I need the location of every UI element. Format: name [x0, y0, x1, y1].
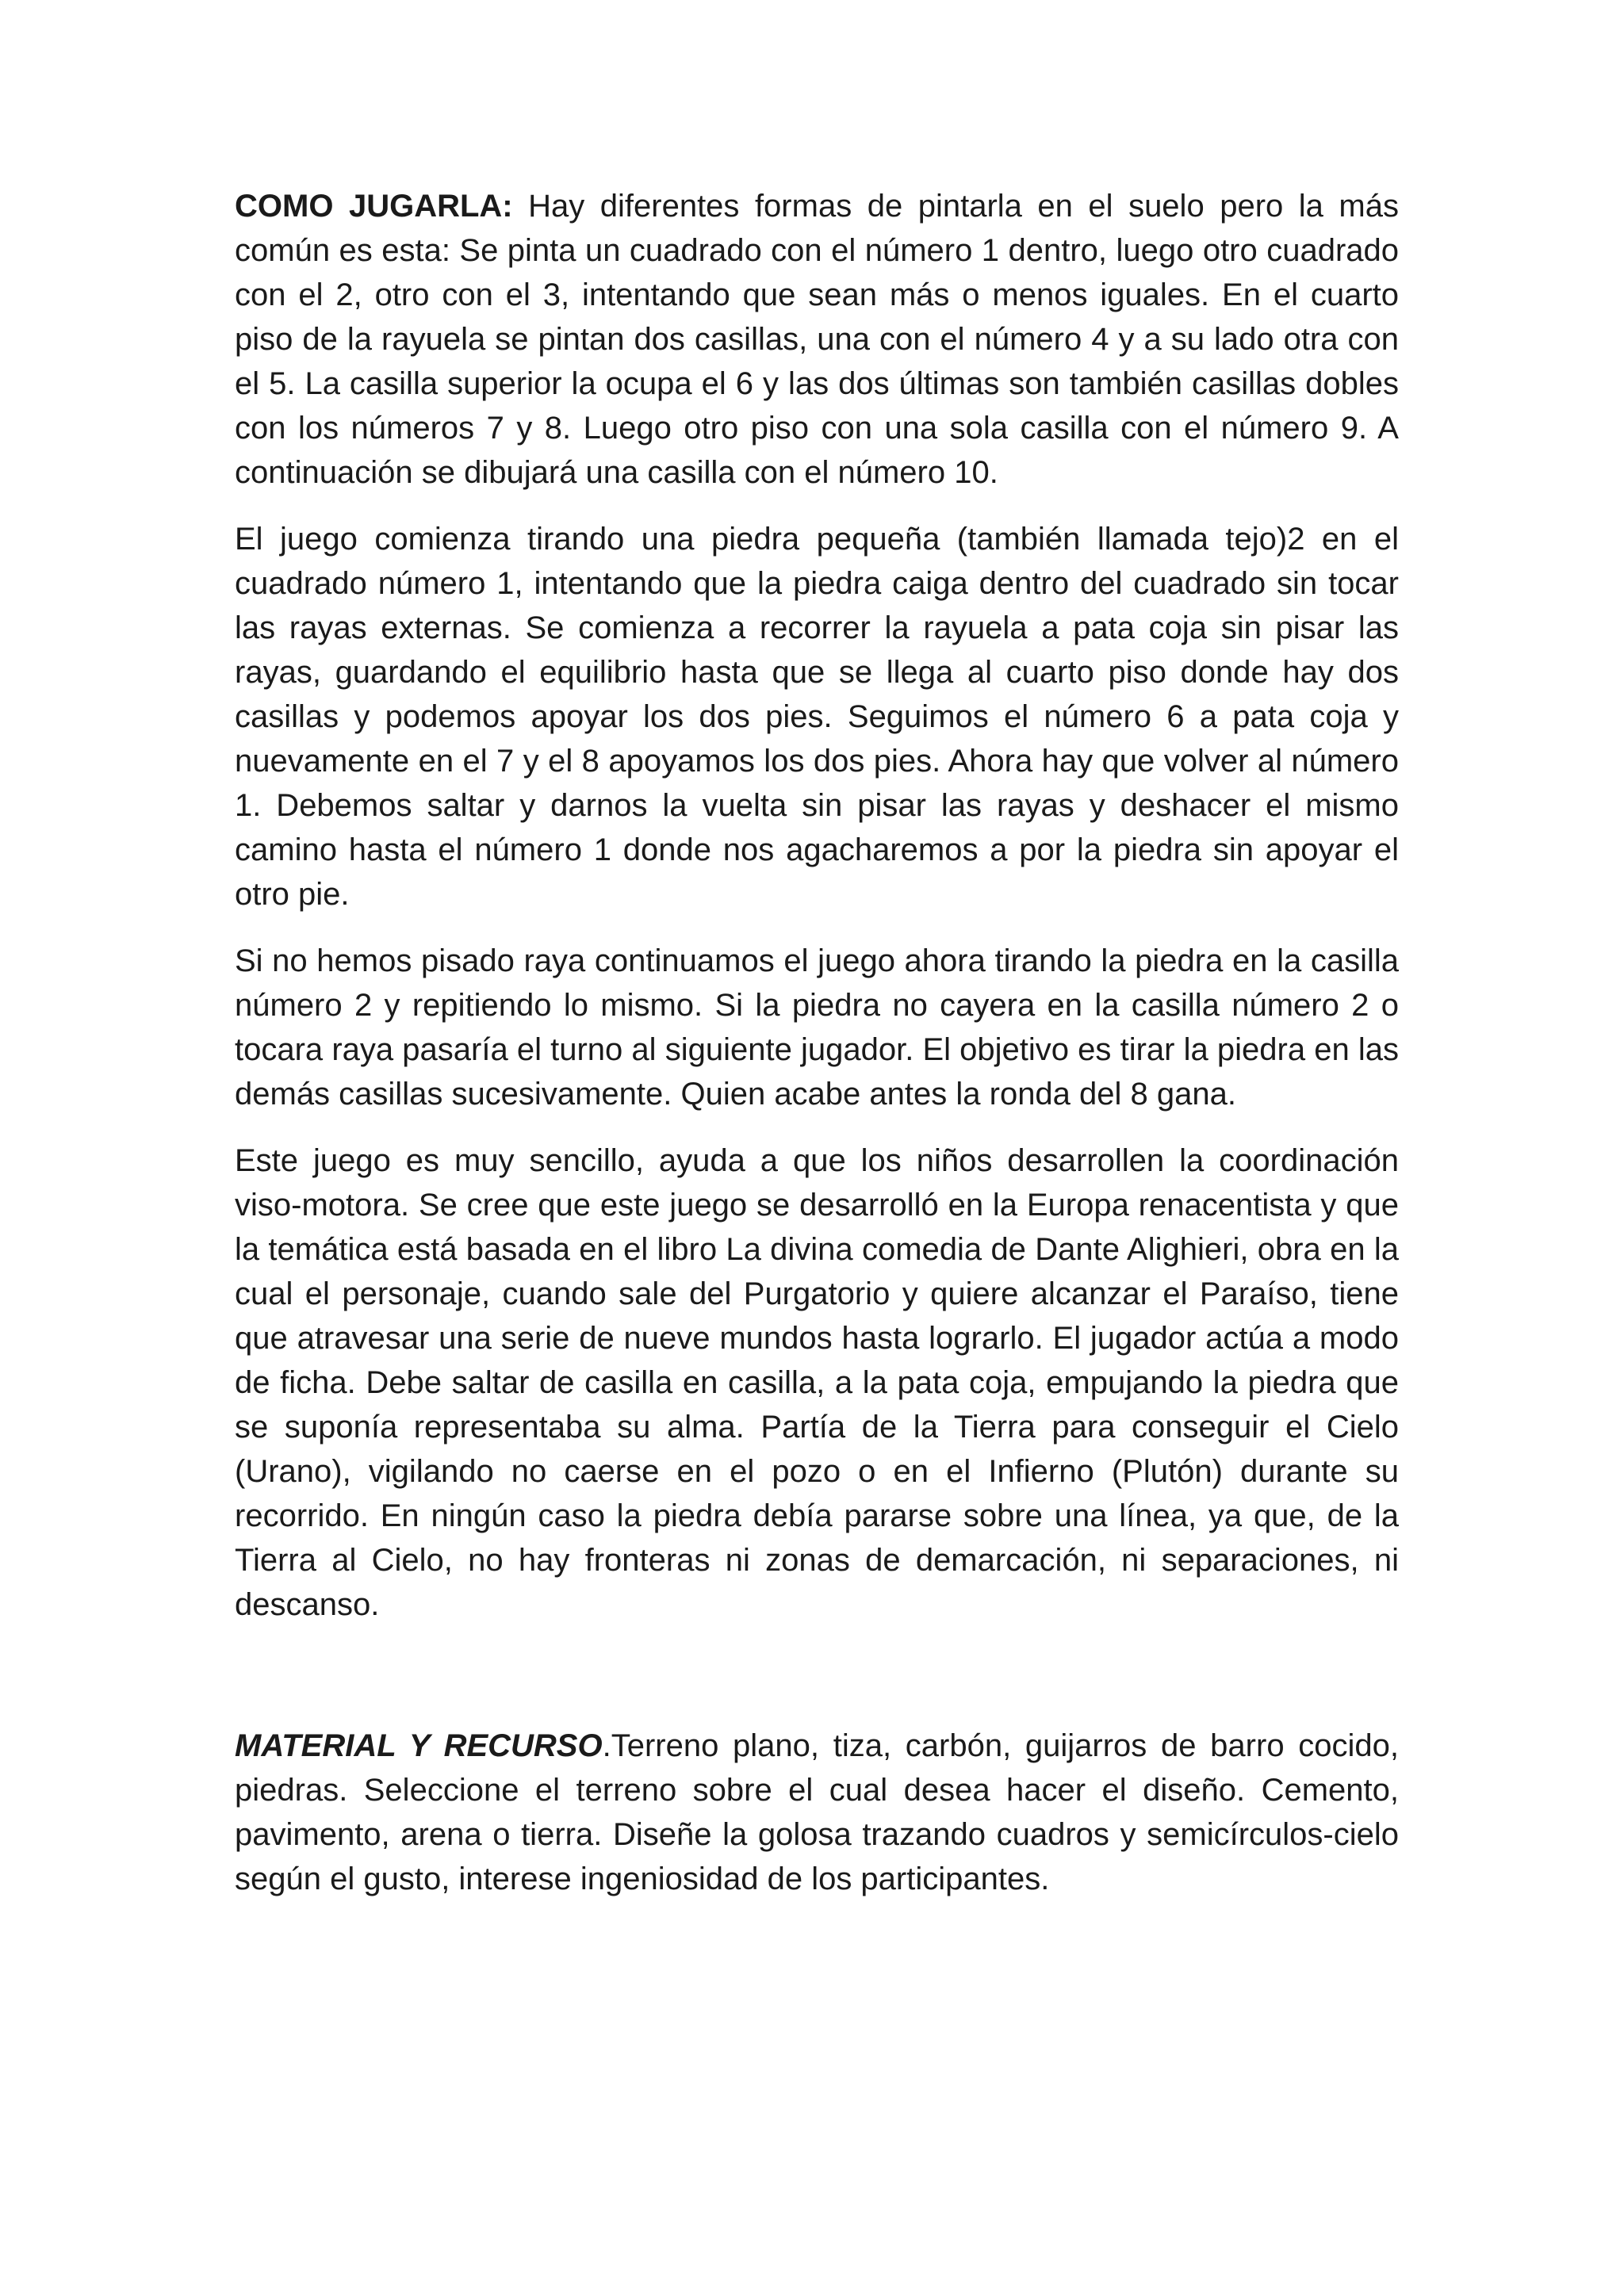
paragraph-material — [235, 1724, 1399, 1901]
paragraph-reglas: Si no hemos pisado raya continuamos el juego ahora tirando la piedra en la casilla número 2 y repitiendo lo mismo. Si la piedra no cayera en la casilla número 2 o tocara raya pasaría el turno al siguiente jugador. El objetivo es tirar la piedra en las demás casillas sucesivamente. Quien acabe antes la ronda del 8 gana. — [235, 943, 1399, 1112]
paragraph-inicio-juego: El juego comienza tirando una piedra pequeña (también llamada tejo)2 en el cuadrado número 1, intentando que la piedra caiga dentro del cuadrado sin tocar las rayas externas. Se comienza a recorrer la rayuela a pata coja sin pisar las rayas, guardando el equilibrio hasta que se llega al cuarto piso donde hay dos casillas y podemos apoyar los dos pies. Seguimos el número 6 a pata coja y nuevamente en el 7 y el 8 apoyamos los dos pies. Ahora hay que volver al número 1. Debemos saltar y darnos la vuelta sin pisar las rayas y deshacer el mismo camino hasta el número 1 donde nos agacharemos a por la piedra sin apoyar el otro pie. — [235, 522, 1399, 912]
document-body — [235, 184, 1399, 1923]
paragraph-historia: Este juego es muy sencillo, ayuda a que los niños desarrollen la coordinación viso-motora. Se cree que este juego se desarrolló en la Europa renacentista y que la temática está basada en el libro La divina comedia de Dante Alighieri, obra en la cual el personaje, cuando sale del Purgatorio y quiere alcanzar el Paraíso, tiene que atravesar una serie de nueve mundos hasta lograrlo. El jugador actúa a modo de ficha. Debe saltar de casilla en casilla, a la pata coja, empujando la piedra que se suponía representaba su alma. Partía de la Tierra para conseguir el Cielo (Urano), vigilando no caerse en el pozo o en el Infierno (Plutón) durante su recorrido. En ningún caso la piedra debía pararse sobre una línea, ya que, de la Tierra al Cielo, no hay fronteras ni zonas de demarcación, ni separaciones, ni descanso. — [235, 1143, 1399, 1622]
como-jugarla-text: Hay diferentes formas de pintarla en el suelo pero la más común es esta: Se pinta un cuadrado con el número 1 dentro, luego otro cuadrado con el 2, otro con el 3, intentando que sean más o menos iguales. En el cuarto piso de la rayuela se pintan dos casillas, una con el número 4 y a su lado otra con el 5. La casilla superior la ocupa el 6 y las dos últimas son también casillas dobles con los números 7 y 8. Luego otro piso con una sola casilla con el número 9. A continuación se dibujará una casilla con el número 10. — [235, 189, 1399, 490]
paragraph-como-jugarla — [235, 184, 1399, 495]
como-jugarla-heading: COMO JUGARLA: — [235, 189, 513, 224]
material-heading: MATERIAL Y RECURSO — [235, 1728, 603, 1763]
material-text: .Terreno plano, tiza, carbón, guijarros de barro cocido, piedras. Seleccione el terreno sobre el cual desea hacer el diseño. Cemento, pavimento, arena o tierra. Diseñe la golosa trazando cuadros y semicírculos-cielo según el gusto, interese ingeniosidad de los participantes. — [235, 1728, 1399, 1896]
